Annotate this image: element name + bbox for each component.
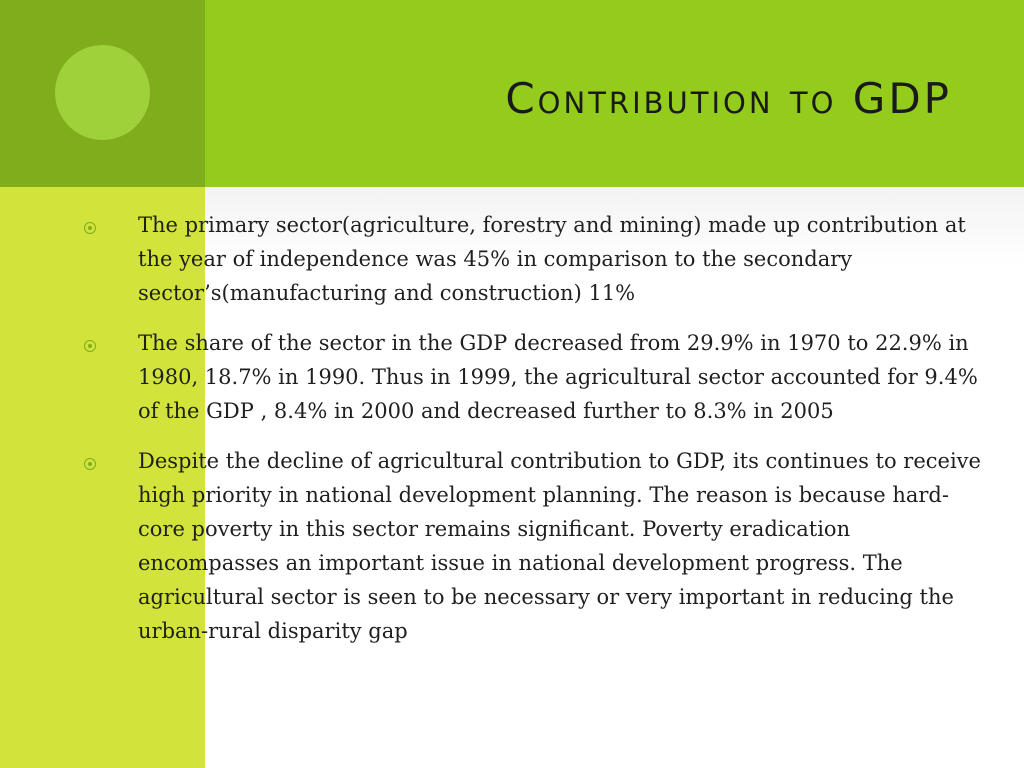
bullet-ring-icon: [84, 340, 96, 352]
slide-title: Contribution to GDP: [505, 74, 952, 123]
bullet-list: [80, 208, 985, 664]
bullet-text: Despite the decline of agricultural contribution to GDP, its continues to receive high priority in national development planning. The reason is because hard-core poverty in this sector remains significant. Poverty eradication encompasses an important issue in national development progress. The agricultural sector is seen to be necessary or very important in reducing the urban-rural disparity gap: [138, 449, 981, 643]
bullet-item-priority: [80, 444, 985, 648]
bullet-ring-icon: [84, 222, 96, 234]
bullet-text: The primary sector(agriculture, forestry and mining) made up contribution at the year of independence was 45% in comparison to the secondary sector’s(manufacturing and construction) 11%: [138, 213, 966, 305]
decorative-circle: [55, 45, 150, 140]
bullet-item-gdp-share: [80, 326, 985, 428]
bullet-ring-icon: [84, 458, 96, 470]
bullet-text: The share of the sector in the GDP decreased from 29.9% in 1970 to 22.9% in 1980, 18.7% in 1990. Thus in 1999, the agricultural sector accounted for 9.4% of the GDP , 8.4% in 2000 and decreased further to 8.3% in 2005: [138, 331, 978, 423]
bullet-item-primary-sector: [80, 208, 985, 310]
